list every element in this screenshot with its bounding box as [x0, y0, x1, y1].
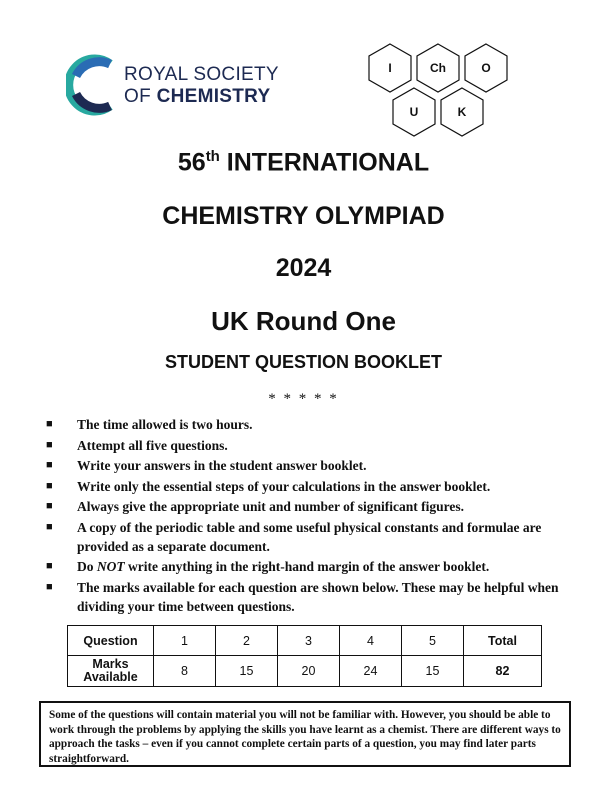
bullet-square-icon: ■: [46, 479, 53, 492]
table-header-question: Question: [68, 626, 154, 656]
icho-uk-hexagon-logo: [368, 42, 513, 140]
title-superscript: th: [205, 148, 220, 165]
table-row-questions: [68, 626, 542, 656]
table-cell-question: 4: [340, 626, 402, 656]
instruction-text: The marks available for each question are shown below. These may be helpful when dividing your time between questions.: [77, 579, 559, 614]
title-round: UK Round One: [211, 306, 396, 336]
hex-label-ch: Ch: [430, 61, 446, 75]
marks-label-line1: Marks: [92, 657, 129, 671]
table-cell-total: 82: [464, 656, 542, 687]
instruction-item: [46, 578, 566, 616]
title-year: 2024: [275, 254, 332, 282]
hex-label-u: U: [409, 105, 419, 119]
table-cell-question: 5: [402, 626, 464, 656]
stars-divider: * * * * *: [268, 391, 339, 407]
table-header-marks-available: [68, 656, 154, 687]
table-cell-marks: 24: [340, 656, 402, 687]
instruction-item: [46, 518, 566, 556]
instructions-list: [46, 415, 566, 617]
rsc-logo-text: [124, 64, 279, 108]
rsc-logo-line2: [124, 86, 279, 108]
bullet-square-icon: ■: [46, 438, 53, 451]
instruction-emphasis: NOT: [96, 559, 125, 574]
table-cell-question: 1: [154, 626, 216, 656]
marks-table: [67, 625, 542, 687]
marks-label-line2: Available: [83, 670, 138, 684]
table-cell-question: 3: [278, 626, 340, 656]
instruction-text: Write your answers in the student answer booklet.: [77, 458, 367, 473]
instruction-text: Always give the appropriate unit and number of significant figures.: [77, 499, 465, 514]
rsc-logo-line1: ROYAL SOCIETY: [124, 64, 279, 85]
hex-label-i: I: [388, 61, 392, 75]
table-header-total: Total: [464, 626, 542, 656]
table-cell-marks: 15: [402, 656, 464, 687]
table-cell-marks: 15: [216, 656, 278, 687]
instruction-item: [46, 557, 566, 576]
instruction-item: [46, 456, 566, 475]
instruction-text-post: write anything in the right-hand margin of the answer booklet.: [124, 559, 490, 574]
bullet-square-icon: ■: [46, 580, 53, 593]
instruction-text: Attempt all five questions.: [77, 437, 228, 453]
table-cell-marks: 20: [278, 656, 340, 687]
instruction-item: [46, 415, 566, 434]
rsc-logo-line2-bold: CHEMISTRY: [156, 86, 271, 107]
title-number: 56: [177, 148, 206, 177]
hex-label-k: K: [457, 105, 467, 119]
title-line-1: [0, 148, 607, 177]
instruction-text: Write only the essential steps of your calculations in the answer booklet.: [77, 478, 491, 494]
instruction-item: [46, 477, 566, 496]
bullet-square-icon: ■: [46, 500, 53, 512]
bullet-square-icon: ■: [46, 459, 53, 471]
title-international: INTERNATIONAL: [219, 148, 430, 177]
rsc-logo: [66, 54, 306, 116]
rsc-logo-mark-icon: [66, 54, 122, 116]
instruction-text-pre: Do: [77, 559, 97, 574]
bullet-square-icon: ■: [46, 560, 53, 572]
instruction-item: [46, 436, 566, 455]
hex-label-o: O: [481, 61, 491, 75]
bullet-square-icon: ■: [46, 520, 53, 533]
bullet-square-icon: ■: [46, 418, 53, 430]
instruction-item: [46, 497, 566, 516]
instruction-text: A copy of the periodic table and some useful physical constants and formulae are provided as a separate document.: [77, 519, 542, 554]
advice-note-text: Some of the questions will contain material you will not be familiar with. However, you should be able to work through the problems by applying the skills you have learnt as a chemist. There are different ways to approach the tasks – even if you cannot complete certain parts of a question, you may find later parts straightforward.: [49, 709, 561, 765]
instruction-text: The time allowed is two hours.: [77, 417, 253, 432]
table-cell-marks: 8: [154, 656, 216, 687]
rsc-logo-line2-prefix: OF: [124, 86, 157, 107]
title-line-2: CHEMISTRY OLYMPIAD: [162, 202, 445, 230]
table-row-marks: [68, 656, 542, 687]
advice-note-box: [39, 701, 571, 767]
booklet-subtitle: STUDENT QUESTION BOOKLET: [164, 352, 442, 372]
table-cell-question: 2: [216, 626, 278, 656]
